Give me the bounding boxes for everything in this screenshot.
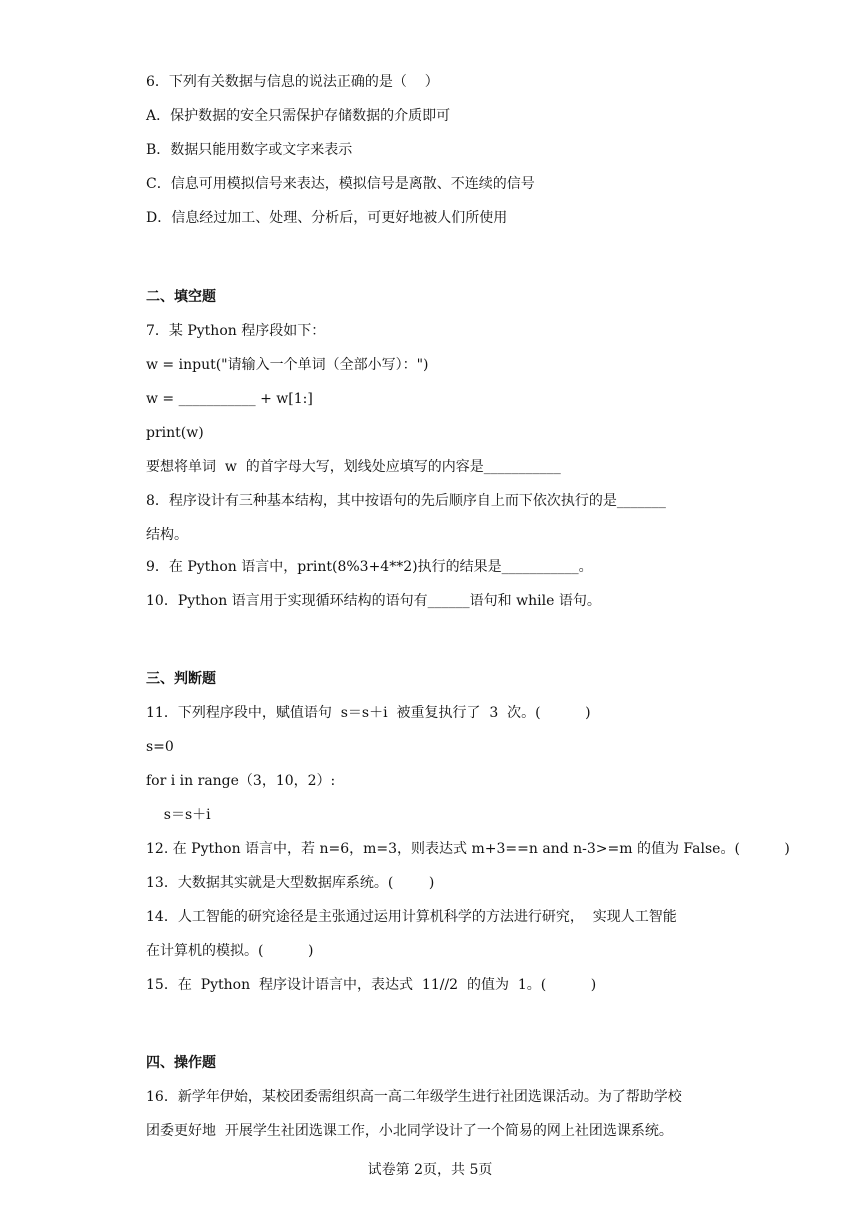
code-line: w = input("请输入一个单词（全部小写）：")	[146, 357, 429, 373]
question-7-prompt: 要想将单词 w 的首字母大写，划线处应填写的内容是___________	[146, 459, 561, 475]
question-6-option-b: B．数据只能用数字或文字来表示	[146, 142, 353, 158]
question-6-stem: 6．下列有关数据与信息的说法正确的是（ ）	[146, 74, 439, 90]
question-6-option-d: D．信息经过加工、处理、分析后，可更好地被人们所使用	[146, 210, 508, 226]
code-line: w = ___________ + w[1:]	[146, 391, 313, 407]
code-line: for i in range（3，10，2）:	[146, 773, 336, 789]
section-2-title: 二、填空题	[146, 289, 216, 305]
code-line: s=0	[146, 739, 174, 755]
question-7-stem: 7．某 Python 程序段如下：	[146, 323, 326, 339]
question-6-option-c: C．信息可用模拟信号来表达，模拟信号是离散、不连续的信号	[146, 176, 535, 192]
question-16-stem: 16．新学年伊始，某校团委需组织高一高二年级学生进行社团选课活动。为了帮助学校	[146, 1089, 682, 1105]
question-14-stem: 14．人工智能的研究途径是主张通过运用计算机科学的方法进行研究， 实现人工智能	[146, 909, 677, 925]
question-14-continuation: 在计算机的模拟。( )	[146, 943, 314, 959]
question-12-stem: 12. 在 Python 语言中，若 n=6，m=3，则表达式 m+3==n and n-3>=m 的值为 False。( )	[146, 841, 790, 857]
question-13-stem: 13．大数据其实就是大型数据库系统。( )	[146, 875, 435, 891]
question-10-stem: 10．Python 语言用于实现循环结构的语句有______语句和 while 语句。	[146, 593, 601, 609]
page-footer: 试卷第 2页，共 5页	[367, 1162, 493, 1178]
question-8-stem: 8．程序设计有三种基本结构，其中按语句的先后顺序自上而下依次执行的是_______	[146, 493, 666, 509]
question-6-option-a: A．保护数据的安全只需保护存储数据的介质即可	[146, 108, 451, 124]
question-8-continuation: 结构。	[146, 527, 188, 543]
question-9-stem: 9．在 Python 语言中，print(8%3+4**2)执行的结果是___________。	[146, 559, 593, 575]
section-3-title: 三、判断题	[146, 671, 216, 687]
section-4-title: 四、操作题	[146, 1055, 216, 1071]
question-11-stem: 11．下列程序段中，赋值语句 s＝s＋i 被重复执行了 3 次。( )	[146, 705, 591, 721]
question-16-continuation: 团委更好地 开展学生社团选课工作，小北同学设计了一个简易的网上社团选课系统。	[146, 1123, 673, 1139]
code-line: print(w)	[146, 425, 204, 441]
question-15-stem: 15．在 Python 程序设计语言中，表达式 11//2 的值为 1。( )	[146, 977, 597, 993]
code-line: s＝s＋i	[146, 807, 211, 823]
